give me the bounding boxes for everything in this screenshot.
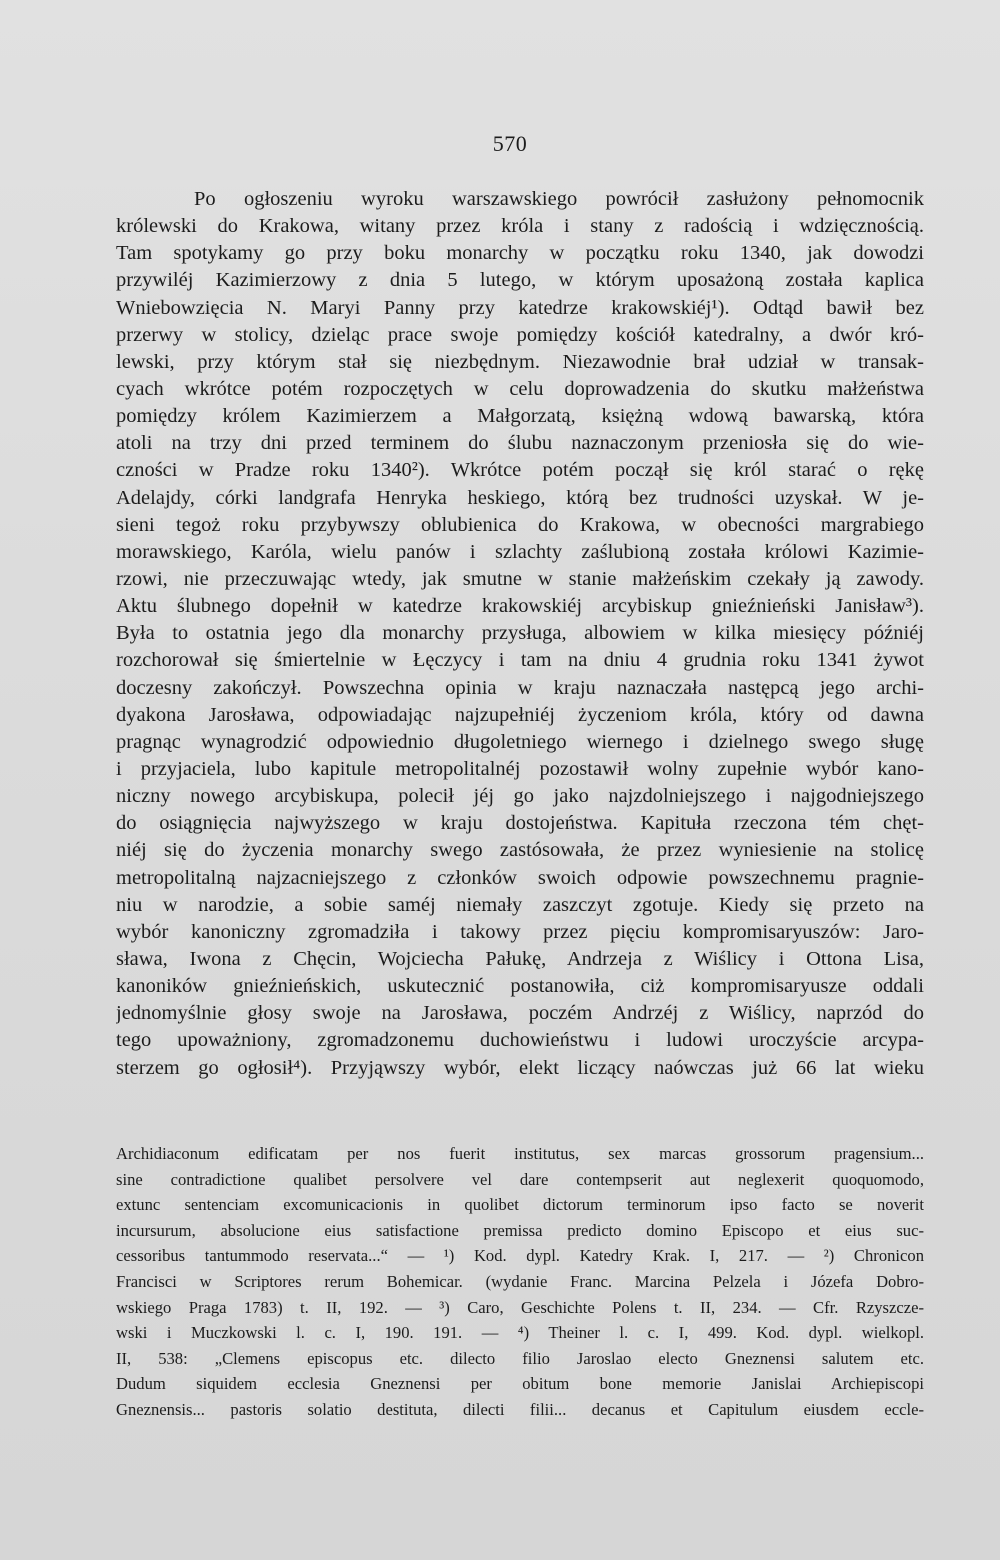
text-line: Była to ostatnia jego dla monarchy przysługa, albowiem w kilka miesięcy późniéj <box>116 622 924 645</box>
text-line: królewski do Krakowa, witany przez króla i stany z radością i wdzięcznością. <box>116 215 924 238</box>
footnote-line: Archidiaconum edificatam per nos fuerit institutus, sex marcas grossorum pragensium... <box>116 1144 924 1163</box>
footnote-line: extunc sentenciam excomunicacionis in quolibet dictorum terminorum ipso facto se noverit <box>116 1195 924 1215</box>
text-line: doczesny zakończył. Powszechna opinia w kraju naznaczała następcą jego archi- <box>116 676 924 699</box>
footnote-line: II, 538: „Clemens episcopus etc. dilecto filio Jaroslao electo Gneznensi salutem etc. <box>116 1348 924 1368</box>
page-number: 570 <box>492 131 528 156</box>
text-line: do osiągnięcia najwyższego w kraju dostojeństwa. Kapituła rzeczona tém chęt- <box>116 812 924 835</box>
text-line: czności w Pradze roku 1340²). Wkrótce potém począł się król starać o rękę <box>116 459 924 482</box>
text-line: Tam spotykamy go przy boku monarchy w początku roku 1340, jak dowodzi <box>116 242 924 265</box>
text-line: rozchorował się śmiertelnie w Łęczycy i tam na dniu 4 grudnia roku 1341 żywot <box>116 649 924 672</box>
footnote-line: Francisci w Scriptores rerum Bohemicar. (wydanie Franc. Marcina Pelzela i Józefa Dobro- <box>116 1271 924 1291</box>
text-line: przywiléj Kazimierzowy z dnia 5 lutego, w którym uposażoną została kaplica <box>116 269 924 292</box>
text-line: i przyjaciela, lubo kapitule metropolitalnéj pozostawił wolny zupełnie wybór kano- <box>116 757 924 780</box>
text-line: Wniebowzięcia N. Maryi Panny przy katedrze krakowskiéj¹). Odtąd bawił bez <box>116 296 924 319</box>
footnote-line: wskiego Praga 1783) t. II, 192. — ³) Caro, Geschichte Polens t. II, 234. — Cfr. Rzyszcze- <box>116 1297 924 1317</box>
text-line: Po ogłoszeniu wyroku warszawskiego powrócił zasłużony pełnomocnik <box>194 188 924 210</box>
text-line: wybór kanoniczny zgromadziła i takowy przez pięciu kompromisaryuszów: Jaro- <box>116 920 924 943</box>
footnote-line: incursurum, absolucione eius satisfactione premissa predicto domino Episcopo et eius suc- <box>116 1220 924 1240</box>
text-line: atoli na trzy dni przed terminem do ślubu naznaczonym przeniosła się do wie- <box>116 432 924 455</box>
footnote-line: wski i Muczkowski l. c. I, 190. 191. — ⁴) Theiner l. c. I, 499. Kod. dypl. wielkopl. <box>116 1323 924 1343</box>
text-line: przerwy w stolicy, dzieląc prace swoje pomiędzy kościół katedralny, a dwór kró- <box>116 323 924 346</box>
text-line: lewski, przy którym stał się niezbędnym. Niezawodnie brał udział w transak- <box>116 350 924 373</box>
text-line: metropolitalną najzacniejszego z członków swoich odpowie powszechnemu pragnie- <box>116 866 924 889</box>
text-line: cyach wkrótce potém rozpoczętych w celu doprowadzenia do skutku małżeństwa <box>116 377 924 400</box>
text-line: pomiędzy królem Kazimierzem a Małgorzatą, księżną wdową bawarską, która <box>116 405 924 428</box>
footnotes <box>116 1141 924 1423</box>
text-line: sieni tegoż roku przybywszy oblubienica do Krakowa, w obecności margrabiego <box>116 513 924 536</box>
text-line: sława, Iwona z Chęcin, Wojciecha Pałukę, Andrzeja z Wiślicy i Ottona Lisa, <box>116 947 924 970</box>
text-line: rzowi, nie przeczuwając wtedy, jak smutne w stanie małżeńskim czekały ją zawody. <box>116 567 924 590</box>
text-line: kanoników gnieźnieńskich, uskutecznić postanowiła, ciż kompromisaryusze oddali <box>116 975 924 998</box>
text-line: morawskiego, Karóla, wielu panów i szlachty zaślubioną została królowi Kazimie- <box>116 540 924 563</box>
text-line: sterzem go ogłosił⁴). Przyjąwszy wybór, elekt liczący naówczas już 66 lat wieku <box>116 1056 924 1079</box>
text-line: dyakona Jarosława, odpowiadając najzupełniéj życzeniom króla, który od dawna <box>116 703 924 726</box>
text-line: jednomyślnie głosy swoje na Jarosława, poczém Andrzéj z Wiślicy, naprzód do <box>116 1002 924 1025</box>
text-line: pragnąc wynagrodzić odpowiednio długoletniego wiernego i dzielnego swego sługę <box>116 730 924 753</box>
text-line: niéj się do życzenia monarchy swego zastósowała, że przez wyniesienie na stolicę <box>116 839 924 862</box>
main-text-body <box>116 186 924 1082</box>
footnote-line: Gneznensis... pastoris solatio destituta, dilecti filii... decanus et Capitulum eiusdem eccle- <box>116 1399 924 1419</box>
text-line: niu w narodzie, a sobie saméj niemały zaszczyt zgotuje. Kiedy się przeto na <box>116 893 924 916</box>
footnote-line: sine contradictione qualibet persolvere vel dare contempserit aut neglexerit quoquomodo, <box>116 1169 924 1189</box>
text-line: Adelajdy, córki landgrafa Henryka heskiego, którą bez trudności uzyskał. W je- <box>116 486 924 509</box>
text-line: niczny nowego arcybiskupa, polecił jéj go jako najzdolniejszego i najgodniejszego <box>116 785 924 808</box>
text-line: tego upoważniony, zgromadzonemu duchowieństwu i ludowi uroczyście arcypa- <box>116 1029 924 1052</box>
footnote-line: Dudum siquidem ecclesia Gneznensi per obitum bone memorie Janislai Archiepiscopi <box>116 1374 924 1394</box>
footnote-line: cessoribus tantummodo reservata...“ — ¹) Kod. dypl. Katedry Krak. I, 217. — ²) Chronicon <box>116 1246 924 1266</box>
text-line: Aktu ślubnego dopełnił w katedrze krakowskiéj arcybiskup gnieźnieński Janisław³). <box>116 595 924 618</box>
